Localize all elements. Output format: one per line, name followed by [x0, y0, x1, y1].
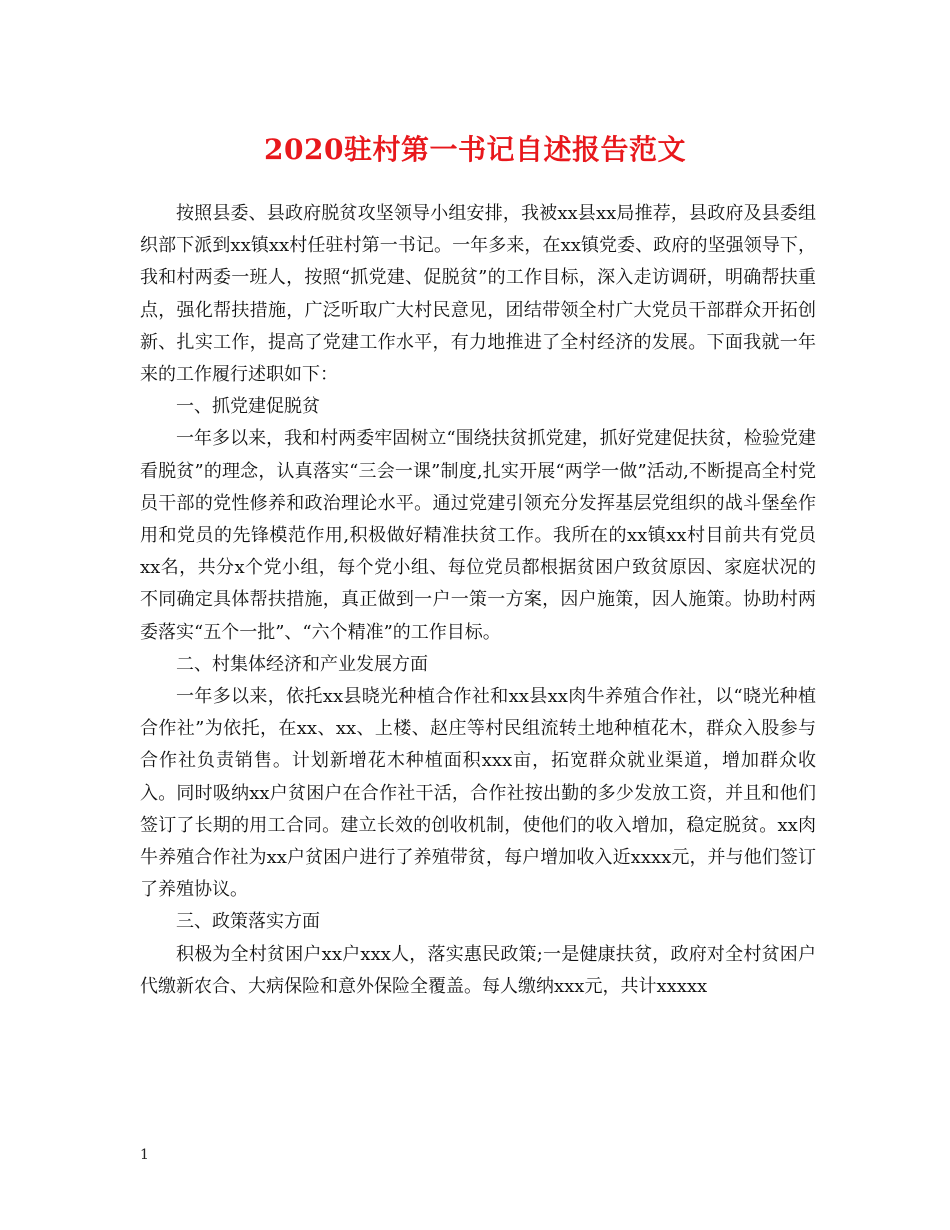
- page-number: 1: [140, 1147, 149, 1163]
- document-body: [140, 198, 816, 1003]
- section-heading-2: 二、村集体经济和产业发展方面: [176, 653, 428, 675]
- section-heading-1: 一、抓党建促脱贫: [176, 396, 320, 418]
- paragraph-intro: 按照县委、县政府脱贫攻坚领导小组安排，我被xx县xx局推荐，县政府及县委组织部下派到xx镇xx村任驻村第一书记。一年多来，在xx镇党委、政府的坚强领导下，我和村两委一班人，按照“抓党建、促脱贫”的工作目标，深入走访调研，明确帮扶重点，强化帮扶措施，广泛听取广大村民意见，团结带领全村广大党员干部群众开拓创新、扎实工作，提高了党建工作水平，有力地推进了全村经济的发展。下面我就一年来的工作履行述职如下：: [140, 203, 816, 386]
- paragraph-policy: 积极为全村贫困户xx户xxx人，落实惠民政策;一是健康扶贫，政府对全村贫困户代缴新农合、大病保险和意外保险全覆盖。每人缴纳xxx元，共计xxxxx: [140, 943, 816, 997]
- paragraph-economy: 一年多以来，依托xx县晓光种植合作社和xx县xx肉牛养殖合作社，以“晓光种植合作社”为依托，在xx、xx、上楼、赵庄等村民组流转土地种植花木，群众入股参与合作社负责销售。计划新增花木种植面积xxx亩，拓宽群众就业渠道，增加群众收入。同时吸纳xx户贫困户在合作社干活，合作社按出勤的多少发放工资，并且和他们签订了长期的用工合同。建立长效的创收机制，使他们的收入增加，稳定脱贫。xx肉牛养殖合作社为xx户贫困户进行了养殖带贫，每户增加收入近xxxx元，并与他们签订了养殖协议。: [140, 686, 816, 901]
- paragraph-party-building: 一年多以来，我和村两委牢固树立“围绕扶贫抓党建，抓好党建促扶贫，检验党建看脱贫”的理念，认真落实“三会一课”制度,扎实开展“两学一做”活动,不断提高全村党员干部的党性修养和政治理论水平。通过党建引领充分发挥基层党组织的战斗堡垒作用和党员的先锋模范作用,积极做好精准扶贫工作。我所在的xx镇xx村目前共有党员xx名，共分x个党小组，每个党小组、每位党员都根据贫困户致贫原因、家庭状况的不同确定具体帮扶措施，真正做到一户一策一方案，因户施策，因人施策。协助村两委落实“五个一批”、“六个精准”的工作目标。: [140, 428, 816, 643]
- document-title: 2020驻村第一书记自述报告范文: [264, 133, 686, 166]
- section-heading-3: 三、政策落实方面: [176, 911, 320, 933]
